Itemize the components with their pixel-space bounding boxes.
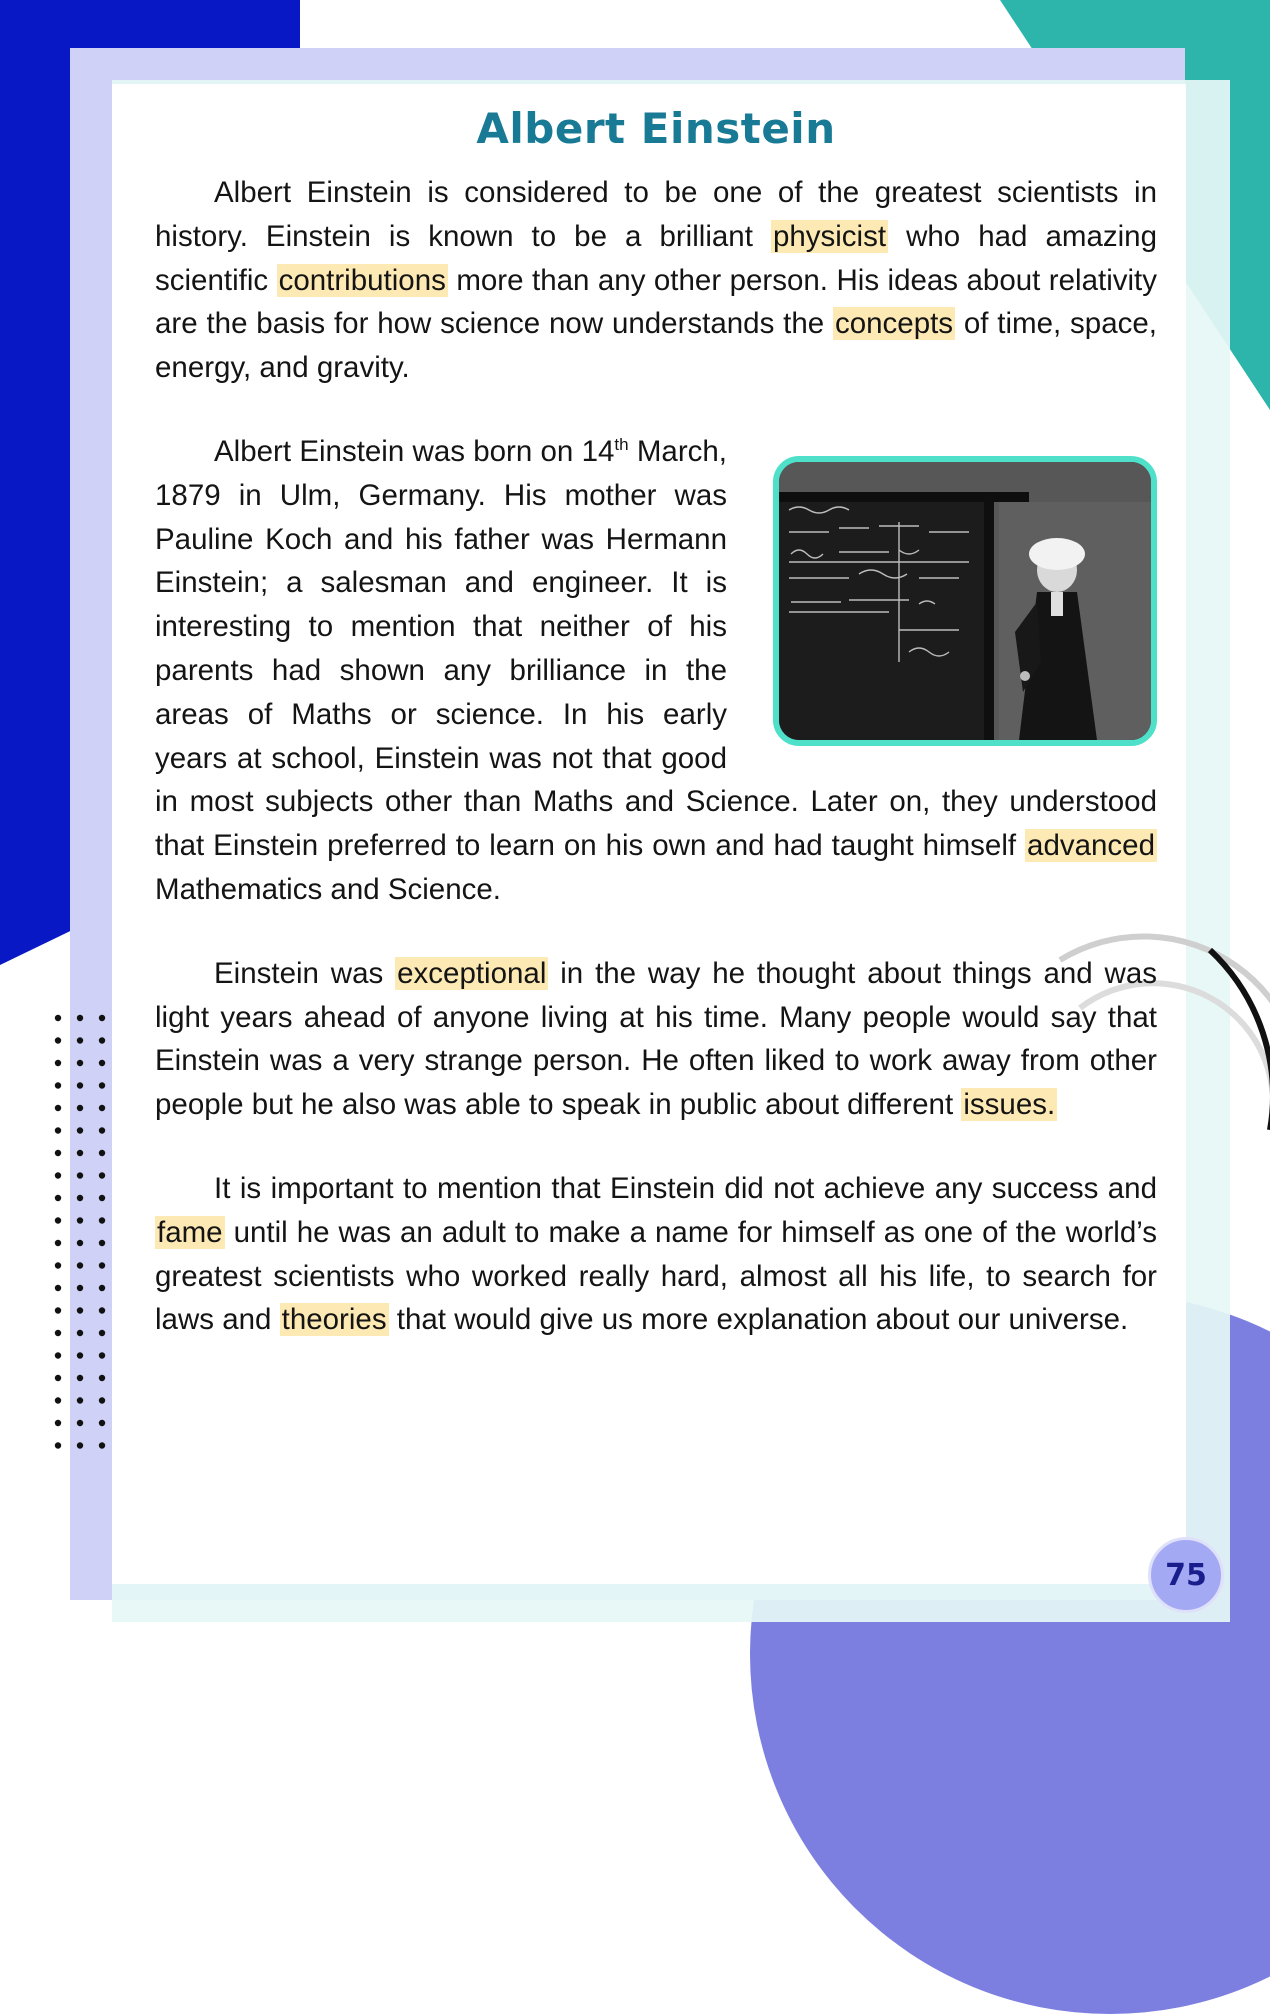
highlight-fame: fame bbox=[157, 1215, 223, 1249]
highlight-issues: issues. bbox=[963, 1088, 1056, 1122]
page-number: 75 bbox=[1165, 1557, 1207, 1593]
page-number-badge bbox=[1148, 1537, 1224, 1613]
decorative-dot-grid bbox=[50, 1010, 120, 1470]
highlight-physicist: physicist bbox=[772, 219, 887, 253]
paragraph-intro: Albert Einstein is considered to be one of the greatest scientists in history. Einstein is known to be a brilliant physicist who had amazing scientific contributions more than any other person. His ideas about relativity are the basis for how science now understands the concepts of time, space, energy, and gravity. bbox=[155, 176, 1157, 385]
ordinal-suffix: th bbox=[614, 435, 629, 455]
paragraph-success: It is important to mention that Einstein did not achieve any success and fame until he was an adult to make a name for himself as one of the world’s greatest scientists who worked really hard, almost all his life, to search for laws and theories that would give us more explanation about our universe. bbox=[155, 1171, 1157, 1337]
page-title: Albert Einstein bbox=[476, 104, 836, 153]
einstein-chalkboard-photo bbox=[773, 456, 1157, 746]
page-content bbox=[155, 90, 1157, 1382]
highlight-concepts: concepts bbox=[834, 307, 954, 341]
highlight-advanced: advanced bbox=[1027, 829, 1155, 863]
highlight-theories: theories bbox=[281, 1303, 387, 1337]
highlight-exceptional: exceptional bbox=[397, 956, 547, 990]
paragraph-personality: Einstein was exceptional in the way he thought about things and was light years ahead of anyone living at his time. Many people would say that Einstein was a very strange person. He often liked to work away from other people but he also was able to speak in public about different issues. bbox=[155, 956, 1158, 1122]
highlight-contributions: contributions bbox=[278, 263, 446, 297]
paragraph-early-life: Albert Einstein was born on 14th March, 1879 in Ulm, Germany. His mother was Pauline Koch and his father was Hermann Einstein; a salesman and engineer. It is interesting to mention that neither of his parents had shown any brilliance in the areas of Maths or science. In his early years at school, Einstein was not that good in most subjects other than Maths and Science. Later on, they understood that Einstein preferred to learn on his own and had taught himself advanced Mathematics and Science. bbox=[155, 434, 1157, 906]
